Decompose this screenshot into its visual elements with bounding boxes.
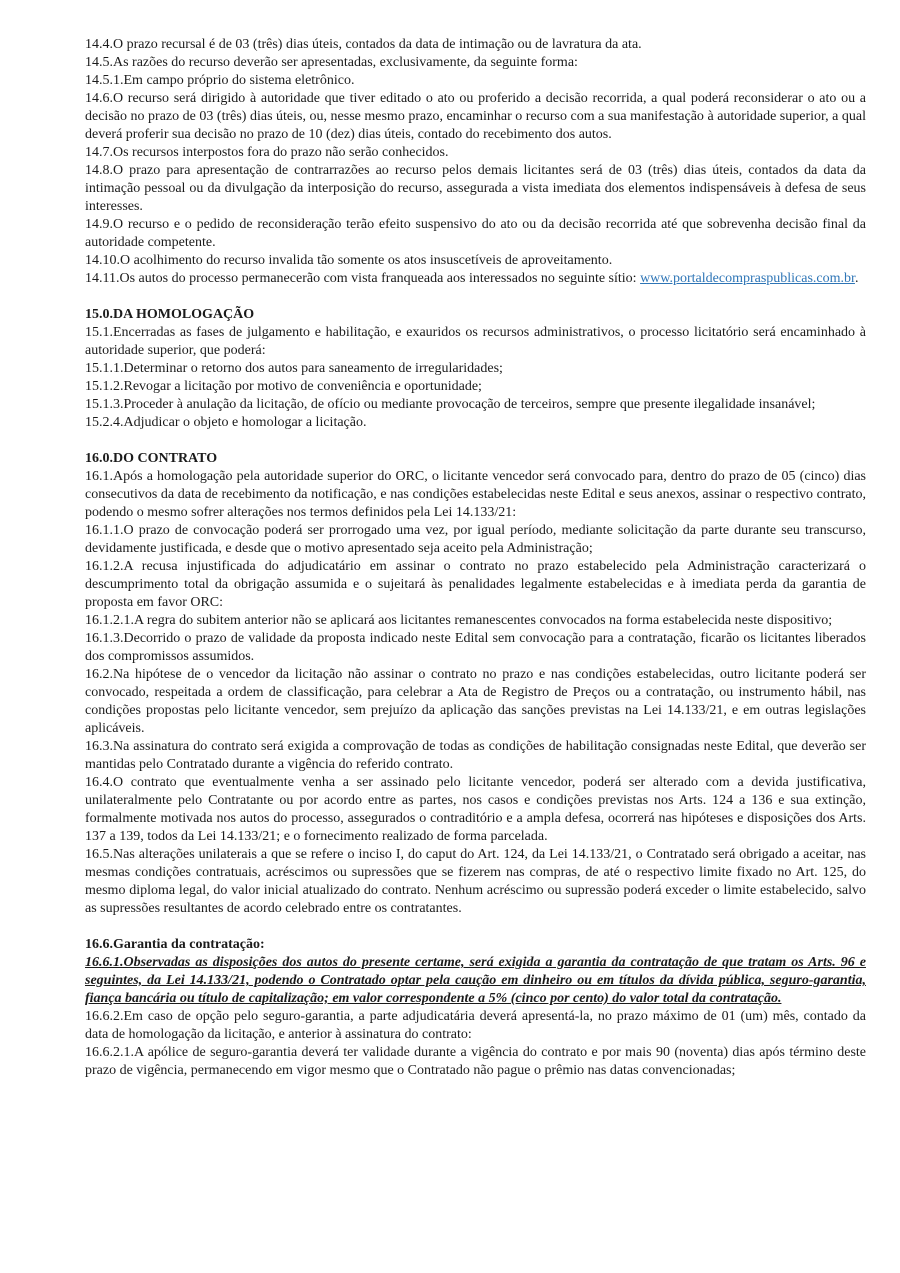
paragraph: 15.1.2.Revogar a licitação por motivo de conveniência e oportunidade;: [85, 379, 482, 394]
paragraph: 14.6.O recurso será dirigido à autoridade que tiver editado o ato ou proferido a decisão recorrida, a qual poderá reconsiderar o ato ou a decisão no prazo de 03 (três) dias úteis, ou, nesse mesmo prazo, encaminhar o recurso com a sua manifestação à autoridade superior, a qual deverá proferir sua decisão no prazo de 10 (dez) dias úteis, contado do recebimento dos autos.: [85, 91, 866, 142]
paragraph: 14.10.O acolhimento do recurso invalida tão somente os atos insuscetíveis de aproveitamento.: [85, 253, 613, 268]
paragraph: 16.1.3.Decorrido o prazo de validade da proposta indicado neste Edital sem convocação para a contratação, ficarão os licitantes liberados dos compromissos assumidos.: [85, 631, 866, 664]
paragraph: 16.1.1.O prazo de convocação poderá ser prorrogado uma vez, por igual período, mediante solicitação da parte durante seu transcurso, devidamente justificada, e desde que o motivo apresentado seja aceito pela Administração;: [85, 523, 866, 556]
paragraph: 16.6.2.Em caso de opção pelo seguro-garantia, a parte adjudicatária deverá apresentá-la, no prazo máximo de 01 (um) mês, contado da data de homologação da licitação, e anterior à assinatura do contrato:: [85, 1009, 866, 1042]
paragraph: 16.3.Na assinatura do contrato será exigida a comprovação de todas as condições de habilitação consignadas neste Edital, que deverão ser mantidas pelo Contratado durante a vigência do referido contrato.: [85, 739, 866, 772]
paragraph: 16.4.O contrato que eventualmente venha a ser assinado pelo licitante vencedor, poderá ser alterado com a devida justificativa, unilateralmente pelo Contratante ou por acordo entre as partes, nos casos e condições previstas nos Arts. 124 a 136 e sua extinção, formalmente motivada nos autos do processo, assegurados o contraditório e a ampla defesa, ocorrerá nas hipóteses e disposições dos Arts. 137 a 139, todos da Lei 14.133/21; e o fornecimento realizado de forma parcelada.: [85, 775, 866, 844]
paragraph: 14.9.O recurso e o pedido de reconsideração terão efeito suspensivo do ato ou da decisão recorrida até que sobrevenha decisão final da autoridade competente.: [85, 217, 866, 250]
paragraph: 16.6.2.1.A apólice de seguro-garantia deverá ter validade durante a vigência do contrato e por mais 90 (noventa) dias após término deste prazo de vigência, permanecendo em vigor mesmo que o Contratado não pague o prêmio nas datas convencionadas;: [85, 1045, 866, 1078]
paragraph: 15.2.4.Adjudicar o objeto e homologar a licitação.: [85, 415, 367, 430]
paragraph: 16.1.2.1.A regra do subitem anterior não se aplicará aos licitantes remanescentes convocados na forma estabelecida neste dispositivo;: [85, 613, 833, 628]
paragraph: 16.2.Na hipótese de o vencedor da licitação não assinar o contrato no prazo e nas condições estabelecidas, outro licitante poderá ser convocado, respeitada a ordem de classificação, para celebrar a Ata de Registro de Preços ou a contratação, ou instrumento hábil, nas condições propostas pelo licitante vencedor, sem prejuízo da aplicação das sanções previstas na Lei 14.133/21, e em outras legislações aplicáveis.: [85, 667, 866, 736]
paragraph: 16.1.Após a homologação pela autoridade superior do ORC, o licitante vencedor será convocado para, dentro do prazo de 05 (cinco) dias consecutivos da data de recebimento da notificação, e nas condições estabelecidas neste Edital e seus anexos, assinar o respectivo contrato, podendo o mesmo sofrer alterações nos termos definidos pela Lei 14.133/21:: [85, 469, 866, 520]
portal-link[interactable]: www.portaldecompraspublicas.com.br: [640, 271, 855, 286]
section-heading: 15.0.DA HOMOLOGAÇÃO: [85, 307, 255, 322]
paragraph-text: .: [854, 271, 859, 286]
paragraph: 14.8.O prazo para apresentação de contrarrazões ao recurso pelos demais licitantes será de 03 (três) dias úteis, contados da data da intimação pessoal ou da divulgação da interposição do recurso, assegurada a vista imediata dos elementos indispensáveis à defesa de seus interesses.: [85, 163, 866, 214]
paragraph: 16.6.1.Observadas as disposições dos autos do presente certame, será exigida a garantia da contratação de que tratam os Arts. 96 e seguintes, da Lei 14.133/21, podendo o Contratado optar pela caução em dinheiro ou em títulos da dívida pública, seguro-garantia, fiança bancária ou título de capitalização; em valor correspondente a 5% (cinco por cento) do valor total da contratação.: [85, 955, 866, 1006]
paragraph: [85, 270, 866, 288]
section-heading: 16.6.Garantia da contratação:: [85, 937, 265, 952]
paragraph: 16.1.2.A recusa injustificada do adjudicatário em assinar o contrato no prazo estabelecido pela Administração caracterizará o descumprimento total da obrigação assumida e o sujeitará às penalidades legalmente estabelecidas e à imediata perda da garantia de proposta em favor ORC:: [85, 559, 866, 610]
section-heading: 16.0.DO CONTRATO: [85, 451, 218, 466]
paragraph: 15.1.1.Determinar o retorno dos autos para saneamento de irregularidades;: [85, 361, 503, 376]
paragraph: 16.5.Nas alterações unilaterais a que se refere o inciso I, do caput do Art. 124, da Lei 14.133/21, o Contratado será obrigado a aceitar, nas mesmas condições contratuais, acréscimos ou supressões que se fizerem nas compras, de até o respectivo limite fixado no Art. 125, do mesmo diploma legal, do valor inicial atualizado do contrato. Nenhum acréscimo ou supressão poderá exceder o limite estabelecido, salvo as supressões resultantes de acordo celebrado entre os contratantes.: [85, 847, 866, 916]
document-body: [85, 36, 866, 1080]
paragraph: 14.5.As razões do recurso deverão ser apresentadas, exclusivamente, da seguinte forma:: [85, 55, 578, 70]
paragraph: 15.1.3.Proceder à anulação da licitação, de ofício ou mediante provocação de terceiros, sempre que presente ilegalidade insanável;: [85, 397, 816, 412]
paragraph: 14.5.1.Em campo próprio do sistema eletrônico.: [85, 73, 355, 88]
paragraph: 14.4.O prazo recursal é de 03 (três) dias úteis, contados da data de intimação ou de lavratura da ata.: [85, 37, 642, 52]
paragraph: 14.7.Os recursos interpostos fora do prazo não serão conhecidos.: [85, 145, 449, 160]
paragraph: 15.1.Encerradas as fases de julgamento e habilitação, e exauridos os recursos administrativos, o processo licitatório será encaminhado à autoridade superior, que poderá:: [85, 325, 866, 358]
paragraph-text: 14.11.Os autos do processo permanecerão com vista franqueada aos interessados no seguinte sítio:: [85, 271, 641, 286]
